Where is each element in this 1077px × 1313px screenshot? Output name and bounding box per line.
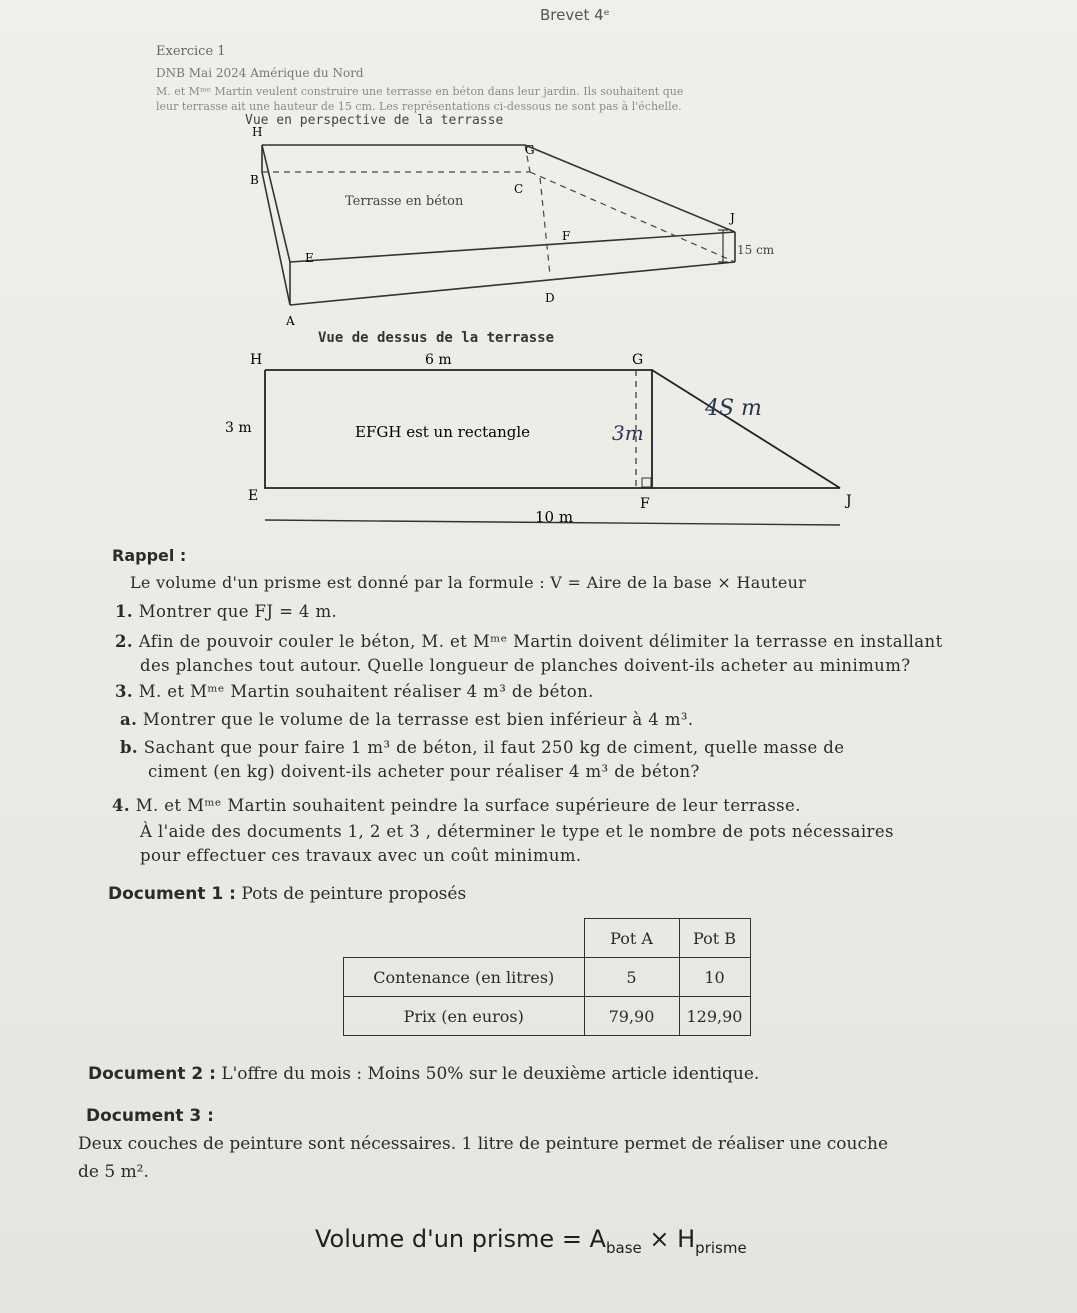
- perspective-diagram: [0, 0, 1077, 340]
- edge-a-d: [290, 262, 735, 305]
- table-row: [344, 997, 751, 1036]
- row-label-prix: Prix (en euros): [344, 997, 585, 1036]
- point-f-top: F: [640, 496, 650, 512]
- question-3: [115, 682, 594, 701]
- table-row: [344, 958, 751, 997]
- rappel-heading: Rappel :: [112, 546, 187, 565]
- cell-prix-pot-b: 129,90: [679, 997, 750, 1036]
- q4-text-a: M. et Mᵐᵉ Martin souhaitent peindre la surface supérieure de leur terrasse.: [135, 796, 801, 815]
- table-header-row: [344, 919, 751, 958]
- point-g-persp: G: [525, 143, 535, 157]
- question-2: [115, 632, 943, 651]
- hidden-edge-c-j: [530, 172, 735, 262]
- point-a-persp: A: [286, 314, 295, 328]
- cell-contenance-pot-b: 10: [679, 958, 750, 997]
- q1-number: 1.: [115, 602, 134, 621]
- exercise-title: Exercice 1: [156, 44, 226, 59]
- handwritten-side: 3m: [612, 421, 644, 445]
- q4-text-c: pour effectuer ces travaux avec un coût minimum.: [140, 846, 582, 865]
- doc1-heading: Document 1 :: [108, 884, 236, 904]
- q3a-text: Montrer que le volume de la terrasse est bien inférieur à 4 m³.: [142, 710, 694, 729]
- intro-line-2: leur terrasse ait une hauteur de 15 cm. Les représentations ci-dessous ne sont pas à l'échelle.: [156, 100, 682, 113]
- doc2-text: L'offre du mois : Moins 50% sur le deuxième article identique.: [221, 1064, 760, 1084]
- point-e-top: E: [248, 488, 259, 504]
- table-corner: [344, 919, 585, 958]
- edge-e-j: [290, 232, 735, 262]
- edge-b-a: [262, 172, 290, 305]
- q2-text-b: des planches tout autour. Quelle longueur de planches doivent-ils acheter au minimum?: [140, 656, 911, 675]
- cell-contenance-pot-a: 5: [584, 958, 679, 997]
- q3b-number: b.: [120, 738, 139, 757]
- question-3b: [120, 738, 844, 757]
- point-g-top: G: [632, 352, 644, 368]
- height-label-persp: 15 cm: [737, 243, 775, 257]
- q1-text: Montrer que FJ = 4 m.: [138, 602, 338, 621]
- exercise-source: DNB Mai 2024 Amérique du Nord: [156, 66, 364, 80]
- q2-number: 2.: [115, 632, 134, 651]
- q2-text-a: Afin de pouvoir couler le béton, M. et Mᵐᵉ Martin doivent délimiter la terrasse en installant: [138, 632, 943, 651]
- point-h-top: H: [250, 352, 263, 368]
- height-label-top: 3 m: [225, 420, 252, 436]
- document-2: [88, 1064, 759, 1084]
- point-c-persp: C: [514, 182, 524, 196]
- formula-prefix: Volume d'un prisme = A: [315, 1225, 606, 1253]
- doc2-heading: Document 2 :: [88, 1064, 216, 1084]
- q3a-number: a.: [120, 710, 138, 729]
- point-b-persp: B: [250, 173, 259, 187]
- bottom-label-top: 10 m: [535, 508, 574, 526]
- q3-text: M. et Mᵐᵉ Martin souhaitent réaliser 4 m³ de béton.: [138, 682, 594, 701]
- rect-label-top: EFGH est un rectangle: [355, 423, 531, 441]
- cell-prix-pot-a: 79,90: [584, 997, 679, 1036]
- page-header-title: Brevet 4ᵉ: [540, 6, 610, 24]
- terrace-label: Terrasse en béton: [345, 194, 464, 209]
- point-j-persp: J: [730, 211, 735, 225]
- top-view-title: Vue de dessus de la terrasse: [318, 330, 555, 346]
- formula-prism-sub: prisme: [695, 1238, 747, 1257]
- perspective-title: Vue en perspective de la terrasse: [245, 113, 504, 128]
- question-1: [115, 602, 337, 621]
- point-d-persp: D: [545, 291, 555, 305]
- formula-times: × H: [641, 1225, 696, 1253]
- question-4: [112, 796, 801, 815]
- q4-text-b: À l'aide des documents 1, 2 et 3 , déterminer le type et le nombre de pots nécessaires: [140, 822, 894, 841]
- hypotenuse-gj: [652, 370, 840, 488]
- point-j-top: J: [846, 493, 852, 509]
- point-f-persp: F: [562, 229, 571, 243]
- doc1-title: Pots de peinture proposés: [241, 884, 467, 904]
- q3b-text-b: ciment (en kg) doivent-ils acheter pour réaliser 4 m³ de béton?: [148, 762, 700, 781]
- handwritten-hypotenuse: 4S m: [705, 396, 762, 421]
- right-angle-mark: [642, 478, 651, 487]
- intro-line-1: M. et Mᵐᵉ Martin veulent construire une terrasse en béton dans leur jardin. Ils souhaitent que: [156, 85, 684, 98]
- row-label-contenance: Contenance (en litres): [344, 958, 585, 997]
- edge-h-e: [262, 145, 290, 262]
- table-header-pot-b: Pot B: [679, 919, 750, 958]
- doc3-heading: Document 3 :: [86, 1106, 214, 1126]
- width-label-top: 6 m: [425, 352, 452, 368]
- hidden-edge-f-d: [540, 178, 550, 275]
- formula-base-sub: base: [605, 1238, 642, 1257]
- table-header-pot-a: Pot A: [584, 919, 679, 958]
- edge-c-j: [525, 145, 735, 232]
- prism-volume-formula: [315, 1225, 747, 1257]
- paint-pots-table: [343, 918, 751, 1036]
- rappel-text: Le volume d'un prisme est donné par la formule : V = Aire de la base × Hauteur: [130, 573, 807, 592]
- q3b-text-a: Sachant que pour faire 1 m³ de béton, il faut 250 kg de ciment, quelle masse de: [143, 738, 845, 757]
- document-1: [108, 884, 466, 904]
- doc3-text-1: Deux couches de peinture sont nécessaires. 1 litre de peinture permet de réaliser une couche: [78, 1134, 889, 1154]
- question-3a: [120, 710, 694, 729]
- top-view-diagram: [0, 340, 1077, 540]
- point-h-persp: H: [252, 125, 263, 139]
- point-e-persp: E: [305, 251, 314, 265]
- doc3-text-2: de 5 m².: [78, 1162, 149, 1182]
- q4-number: 4.: [112, 796, 131, 815]
- q3-number: 3.: [115, 682, 134, 701]
